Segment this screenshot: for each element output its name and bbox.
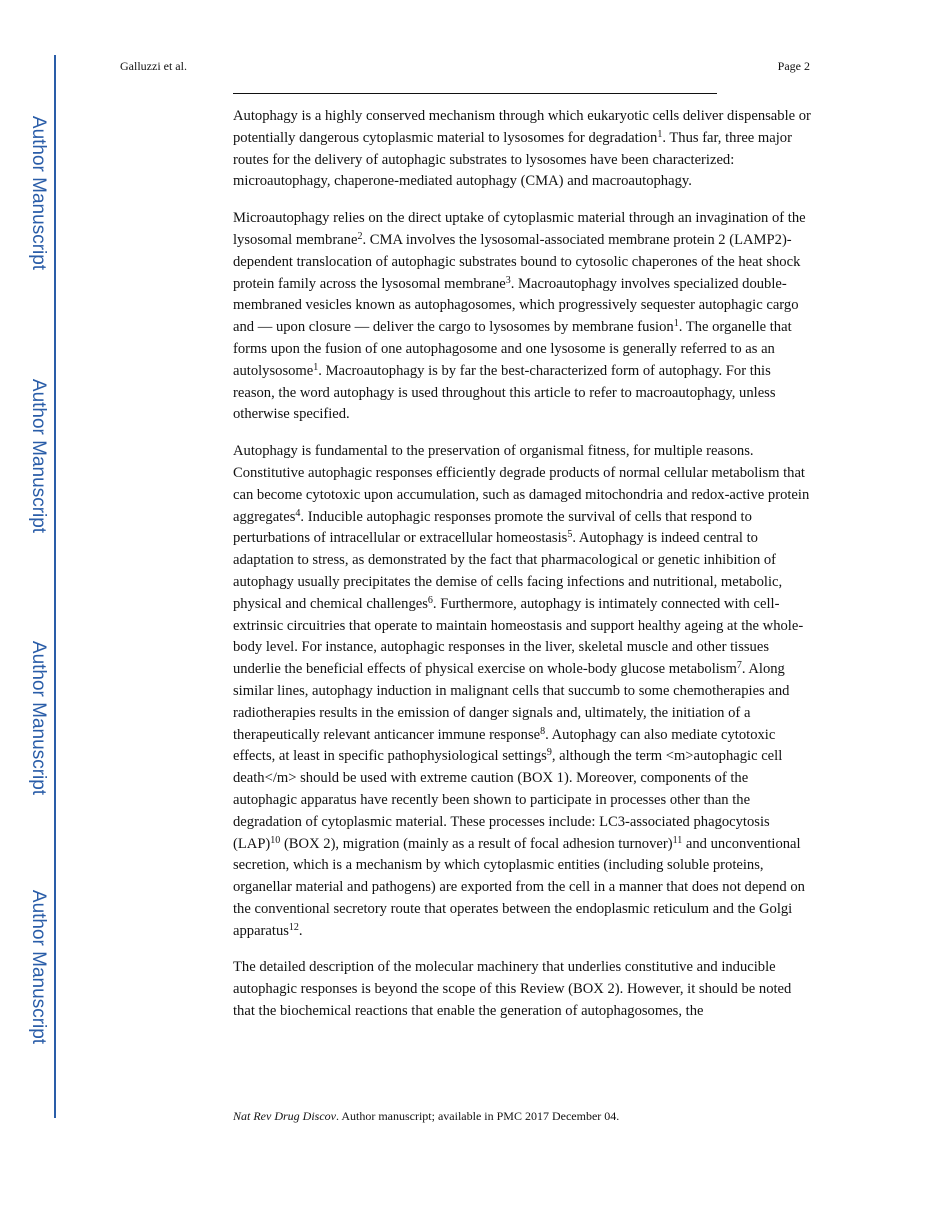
citation-reference[interactable]: 1 [673,318,679,330]
text-run: , although the term <m>autophagic cell death</m> should be used with extreme caution (BOX 1). Moreover, components of the autophagic apparatus have recently been shown to participate in processes other than the degradation of cytoplasmic material. These processes include: LC3-associated phagocytosis (LAP) [233,748,783,852]
citation-reference[interactable]: 12 [288,921,299,933]
text-run: . Furthermore, autophagy is intimately connected with cell-extrinsic circuitries that operate to maintain homeostasis and support healthy ageing at the whole-body level. For instance, autophagic responses in the liver, skeletal muscle and other tissues underlie the beneficial effects of physical exercise on whole-body glucose metabolism [233,595,804,678]
text-run: . Macroautophagy involves specialized double-membraned vesicles known as autophagosomes, which progressively sequester autophagic cargo and — upon closure — deliver the cargo to lysosomes by membrane fusion [233,275,799,336]
footer-note: . Author manuscript; available in PMC 2017 December 04. [335,1109,620,1123]
text-run: Microautophagy relies on the direct uptake of cytoplasmic material through an invagination of the lysosomal membrane [233,210,806,248]
citation-reference[interactable]: 8 [540,725,546,737]
citation-reference[interactable]: 10 [270,834,281,846]
journal-name: Nat Rev Drug Discov [233,1109,336,1123]
citation-reference[interactable]: 9 [546,747,552,759]
text-run: Autophagy is a highly conserved mechanism through which eukaryotic cells deliver dispensable or potentially dangerous cytoplasmic material to lysosomes for degradation [233,108,811,146]
citation-reference[interactable]: 11 [672,834,683,846]
citation-reference[interactable]: 6 [427,594,433,606]
citation-reference[interactable]: 7 [736,660,742,672]
citation-reference[interactable]: 4 [295,507,301,519]
paragraph [233,957,811,1022]
text-run: . Autophagy can also mediate cytotoxic effects, at least in specific pathophysiological settings [233,726,776,765]
text-run: and unconventional secretion, which is a mechanism by which cytoplasmic entities (including soluble proteins, organellar material and pathogens) are exported from the cell in a manner that does not depend on the conventional secretory route that operates between the endoplasmic reticulum and the Golgi apparatus [233,835,805,939]
citation-reference[interactable]: 2 [357,230,363,242]
citation-reference[interactable]: 1 [313,361,319,373]
citation-reference[interactable]: 3 [505,274,511,286]
text-run: . [298,922,303,939]
sidebar-rule [54,55,56,1118]
page-number: Page 2 [777,59,810,73]
header-rule [233,93,717,94]
text-run: (BOX 2), migration (mainly as a result of focal adhesion turnover) [280,835,673,852]
text-run: . The organelle that forms upon the fusion of one autophagosome and one lysosome is generally referred to as an autolysosome [233,319,792,379]
paragraph [233,208,811,426]
article-body [233,106,811,1038]
page-footer [233,1109,619,1124]
paragraph [233,441,811,942]
text-run: . CMA involves the lysosomal-associated membrane protein 2 (LAMP2)-dependent translocation of autophagic substrates bound to cytosolic chaperones of the heat shock protein family across the lysosomal membrane [233,231,801,292]
text-run: The detailed description of the molecular machinery that underlies constitutive and inducible autophagic responses is beyond the scope of this Review (BOX 2). However, it should be noted that the biochemical reactions that enable the generation of autophagosomes, the [233,959,792,1020]
text-run: . Macroautophagy is by far the best-characterized form of autophagy. For this reason, the word autophagy is used throughout this article to refer to macroautophagy, unless otherwise specified. [233,362,776,423]
paragraph [233,106,811,193]
text-run: Autophagy is fundamental to the preservation of organismal fitness, for multiple reasons. Constitutive autophagic responses efficiently degrade products of normal cellular metabolism that can become cytotoxic upon accumulation, such as damaged mitochondria and redox-active protein aggregates [233,443,810,525]
text-run: . Thus far, three major routes for the delivery of autophagic substrates to lysosomes have been characterized: microautophagy, chaperone-mediated autophagy (CMA) and macroautophagy. [233,129,792,190]
citation-reference[interactable]: 1 [657,128,663,140]
running-header-author: Galluzzi et al. [120,59,187,73]
citation-reference[interactable]: 5 [567,529,573,541]
text-run: . Inducible autophagic responses promote the survival of cells that respond to perturbations of intracellular or extracellular homeostasis [233,508,752,547]
text-run: . Autophagy is indeed central to adaptation to stress, as demonstrated by the fact that pharmacological or genetic inhibition of autophagy usually precipitates the demise of cells facing infections and nutritional, metabolic, physical and chemical challenges [233,530,783,612]
text-run: . Along similar lines, autophagy induction in malignant cells that succumb to some chemotherapies and radiotherapies results in the emission of danger signals and, ultimately, the initiation of a therapeutically relevant anticancer immune response [233,661,790,743]
